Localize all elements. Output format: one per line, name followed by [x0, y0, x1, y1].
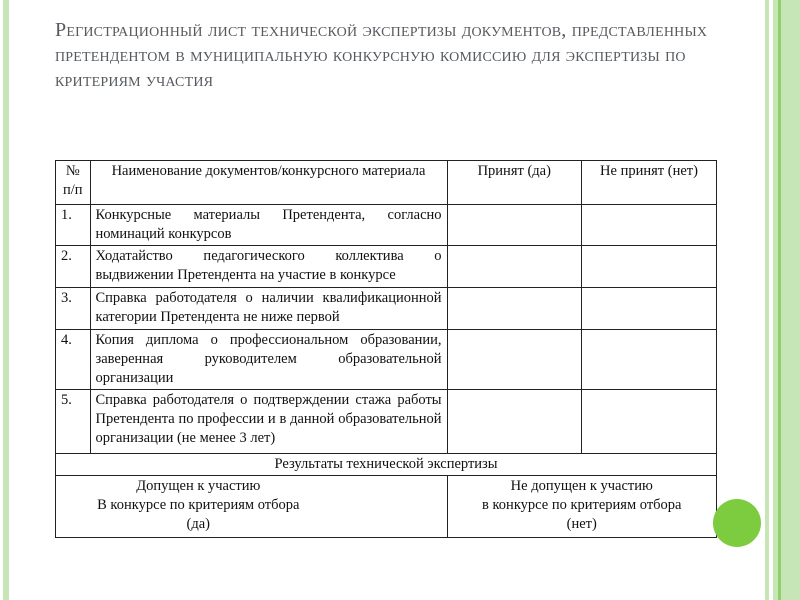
- results-label: Результаты технической экспертизы: [56, 454, 717, 476]
- row-num: 1.: [56, 205, 91, 246]
- row-accepted[interactable]: [447, 288, 581, 330]
- row-name: Справка работодателя о подтверждении стажа работы Претендента по профессии и в данной образовательной организации (не менее 3 лет): [90, 390, 447, 454]
- right-border-line: [778, 0, 781, 600]
- admitted-line-2: В конкурсе по критериям отбора: [97, 497, 300, 513]
- not-admitted-line-2: в конкурсе по критериям отбора: [482, 497, 682, 513]
- row-num: 2.: [56, 246, 91, 288]
- header-name: Наименование документов/конкурсного материала: [90, 161, 447, 205]
- row-rejected[interactable]: [581, 288, 716, 330]
- table-row: [56, 390, 717, 454]
- decision-row: [56, 476, 717, 538]
- header-num: № п/п: [56, 161, 91, 205]
- row-num: 5.: [56, 390, 91, 454]
- row-rejected[interactable]: [581, 330, 716, 390]
- table-row: [56, 330, 717, 390]
- row-rejected[interactable]: [581, 205, 716, 246]
- header-rejected: Не принят (нет): [581, 161, 716, 205]
- table-row: [56, 246, 717, 288]
- row-rejected[interactable]: [581, 390, 716, 454]
- table-header-row: [56, 161, 717, 205]
- row-num: 4.: [56, 330, 91, 390]
- row-num: 3.: [56, 288, 91, 330]
- row-accepted[interactable]: [447, 330, 581, 390]
- row-accepted[interactable]: [447, 205, 581, 246]
- table-row: [56, 288, 717, 330]
- results-row: [56, 454, 717, 476]
- header-accepted: Принят (да): [447, 161, 581, 205]
- not-admitted-line-1: Не допущен к участию: [510, 478, 653, 494]
- left-border-stripe: [3, 0, 9, 600]
- decorative-green-circle: [713, 499, 761, 547]
- row-accepted[interactable]: [447, 246, 581, 288]
- table-row: [56, 205, 717, 246]
- slide-title: Регистрационный лист технической экспертизы документов, представленных претендентом в муниципальную конкурсную комиссию для экспертизы по критериям участия: [55, 19, 708, 91]
- right-border-stripe: [765, 0, 769, 600]
- row-name: Справка работодателя о наличии квалификационной категории Претендента не ниже первой: [90, 288, 447, 330]
- admitted-line-1: Допущен к участию: [136, 478, 261, 494]
- admitted-line-3: (да): [186, 516, 210, 532]
- not-admitted-cell[interactable]: [447, 476, 716, 538]
- row-rejected[interactable]: [581, 246, 716, 288]
- not-admitted-line-3: (нет): [566, 516, 597, 532]
- row-name: Конкурсные материалы Претендента, согласно номинаций конкурсов: [90, 205, 447, 246]
- row-accepted[interactable]: [447, 390, 581, 454]
- row-name: Ходатайство педагогического коллектива о выдвижении Претендента на участие в конкурсе: [90, 246, 447, 288]
- registration-table: [55, 160, 717, 538]
- row-name: Копия диплома о профессиональном образовании, заверенная руководителем образовательной организации: [90, 330, 447, 390]
- admitted-cell[interactable]: [56, 476, 448, 538]
